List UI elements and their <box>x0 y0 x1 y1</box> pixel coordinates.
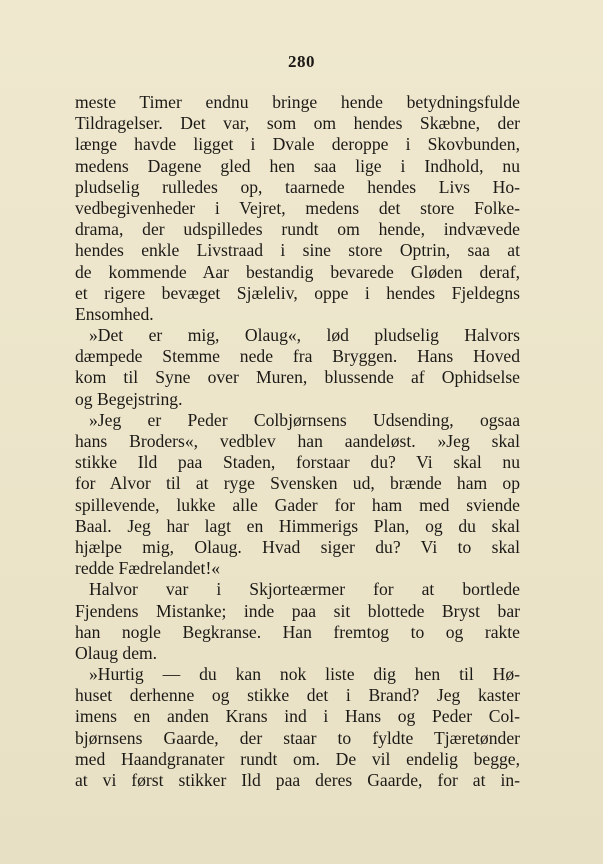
text-line: Baal. Jeg har lagt en Himmerigs Plan, og du skal <box>75 515 520 536</box>
text-line: vedbegivenheder i Vejret, medens det store Folke- <box>75 197 520 218</box>
text-line: et rigere bevæget Sjæleliv, oppe i hendes Fjeldegns <box>75 282 520 303</box>
text-line: længe havde ligget i Dvale deroppe i Skovbunden, <box>75 134 520 155</box>
text-line: med Haandgranater rundt om. De vil endelig begge, <box>75 748 520 769</box>
text-line: »Jeg er Peder Colbjørnsens Udsending, ogsaa <box>89 409 520 430</box>
text-line: huset derhenne og stikke det i Brand? Jeg kaster <box>75 685 520 706</box>
text-line: hans Broders«, vedblev han aandeløst. »Jeg skal <box>75 431 520 451</box>
text-line: Fjendens Mistanke; inde paa sit blottede Bryst bar <box>75 600 520 621</box>
text-line: dæmpede Stemme nede fra Bryggen. Hans Hoved <box>75 346 520 367</box>
text-line: Olaug dem. <box>75 642 158 663</box>
text-line: imens en anden Krans ind i Hans og Peder Col- <box>75 706 520 727</box>
text-line: han nogle Begkranse. Han fremtog to og rakte <box>75 621 520 642</box>
text-line: meste Timer endnu bringe hende betydningsfulde <box>75 92 520 112</box>
text-line: spillevende, lukke alle Gader for ham med sviende <box>75 494 520 515</box>
text-line: medens Dagene gled hen saa lige i Indhold, nu <box>75 155 520 176</box>
text-line: for Alvor til at ryge Svensken ud, brænde ham op <box>75 473 520 494</box>
body-text <box>75 92 520 791</box>
text-line: at vi først stikker Ild paa deres Gaarde, for at in- <box>75 770 520 790</box>
text-line: de kommende Aar bestandig bevarede Gløden deraf, <box>75 261 520 282</box>
text-line: redde Fædrelandet!« <box>75 558 221 579</box>
text-line: stikke Ild paa Staden, forstaar du? Vi skal nu <box>75 452 520 473</box>
text-line: pludselig rulledes op, taarnede hendes Livs Ho- <box>75 176 520 197</box>
text-line: bjørnsens Gaarde, der staar to fyldte Tjæretønder <box>75 727 520 748</box>
text-line: kom til Syne over Muren, blussende af Ophidselse <box>75 367 520 388</box>
text-line: drama, der udspilledes rundt om hende, indvævede <box>75 219 520 240</box>
page-number: 280 <box>288 52 315 71</box>
text-line: hendes enkle Livstraad i sine store Optrin, saa at <box>75 240 520 261</box>
text-line: hjælpe mig, Olaug. Hvad siger du? Vi to skal <box>75 536 520 557</box>
text-line: Ensomhed. <box>75 303 154 324</box>
text-line: »Hurtig — du kan nok liste dig hen til Hø- <box>89 664 520 685</box>
text-line: Halvor var i Skjorteærmer for at bortlede <box>89 579 520 600</box>
text-line: Tildragelser. Det var, som om hendes Skæbne, der <box>75 113 520 134</box>
text-line: og Begejstring. <box>75 388 183 409</box>
text-line: »Det er mig, Olaug«, lød pludselig Halvors <box>89 325 520 346</box>
